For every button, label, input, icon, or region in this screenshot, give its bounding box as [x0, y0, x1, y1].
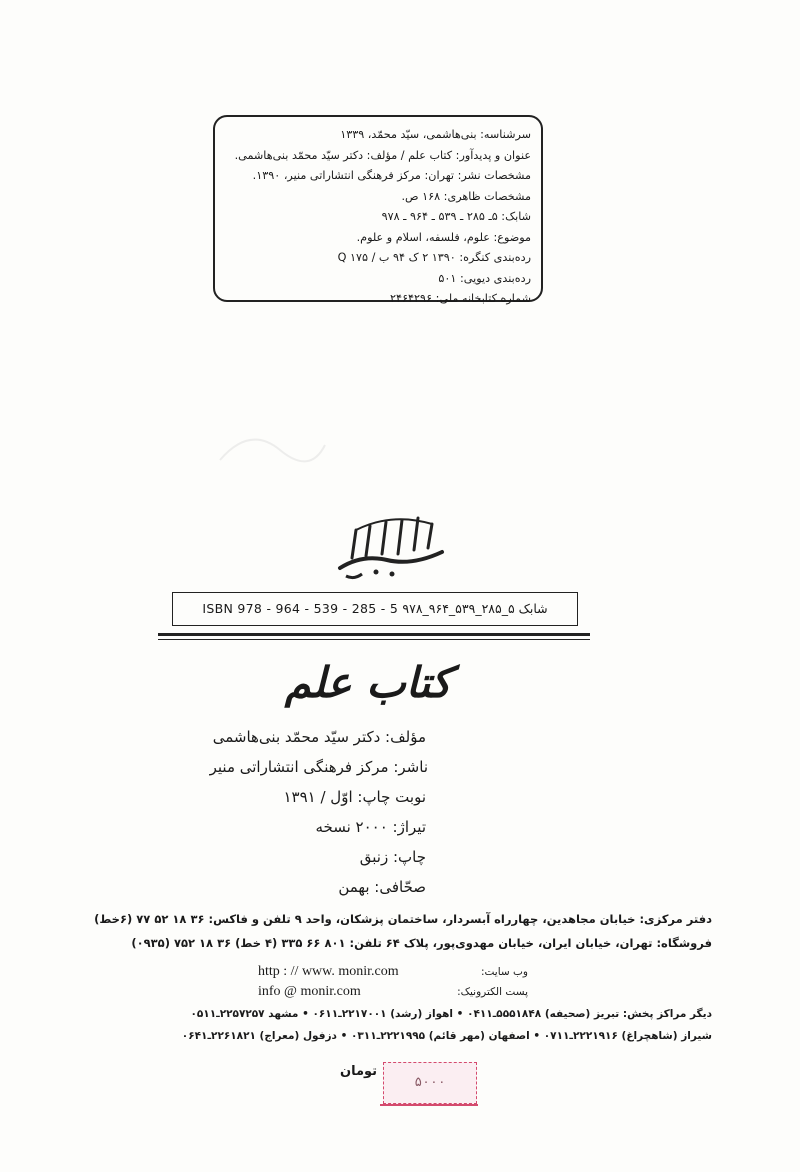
price-currency-label: تومان [340, 1064, 378, 1079]
website-label: وب سایت: [480, 966, 528, 978]
store-address: فروشگاه: تهران، خیابان ایران، خیابان مهدوی‌پور، پلاک ۶۴ تلفن: ۸۰۱ ۶۶ ۳۳۵ (۴ خط) ۳۶ ۱۸ ۷۵۲ (۰۹۳۵) [131, 936, 712, 950]
cip-line: مشخصات ظاهری: ۱۶۸ ص. [401, 189, 531, 203]
divider-thick [158, 633, 590, 636]
website-url[interactable]: http : // www. monir.com [258, 964, 399, 979]
cip-line: عنوان و پدیدآور: کتاب علم / مؤلف: دکتر سیّد محمّد بنی‌هاشمی. [234, 148, 531, 162]
credit-binder: صحّافی: بهمن [338, 878, 426, 896]
divider-thin [158, 639, 590, 640]
cip-line: شماره کتابخانه ملی: ۲۴۶۴۲۹۶ [389, 292, 531, 305]
cataloging-in-publication-box [213, 115, 543, 305]
credit-edition: نوبت چاپ: اوّل / ۱۳۹۱ [283, 788, 426, 806]
price-underline [380, 1104, 478, 1106]
cip-line: موضوع: علوم، فلسفه، اسلام و علوم. [356, 230, 531, 244]
email-address[interactable]: info @ monir.com [258, 984, 361, 999]
isbn-box: ISBN 978 - 964 - 539 - 285 - 5 ۹۷۸_۹۶۴_۵۳۹_۲۸۵_۵ شابک [172, 592, 578, 626]
cip-line: شابک: ۵ـ ۲۸۵ ـ ۵۳۹ ـ ۹۶۴ ـ ۹۷۸ [381, 210, 531, 223]
web-contact [258, 962, 528, 1002]
cip-line: رده‌بندی کنگره: ۱۳۹۰ ۲ ک ۹۴ ب / Q ۱۷۵ [337, 251, 531, 264]
branches-line-2: شیراز (شاهچراغ) ۲۲۲۱۹۱۶ـ۰۷۱۱ • اصفهان (مهر قائم) ۲۲۲۱۹۹۵ـ۰۳۱۱ • دزفول (معراج) ۲۲۶۱۸۲۱ـ۰۶۴۱ [181, 1030, 712, 1042]
publisher-logo [332, 510, 452, 582]
branches-line-1: دیگر مراکز پخش: تبریز (صحیفه) ۵۵۵۱۸۴۸ـ۰۴۱۱ • اهواز (رشد) ۲۲۱۷۰۰۱ـ۰۶۱۱ • مشهد ۲۲۵۷۲۵۷ـ۰۵۱۱ [190, 1008, 712, 1020]
credit-publisher: ناشر: مرکز فرهنگی انتشاراتی منیر [209, 758, 428, 776]
cip-line: رده‌بندی دیویی: ۵۰۱ [438, 271, 531, 285]
email-label: پست الکترونیک: [457, 986, 528, 998]
cip-line: مشخصات نشر: تهران: مرکز فرهنگی انتشاراتی منیر، ۱۳۹۰. [252, 169, 531, 182]
credit-printer: چاپ: زنبق [359, 848, 426, 866]
cip-line: سرشناسه: بنی‌هاشمی، سیّد محمّد، ۱۳۳۹ [340, 128, 531, 141]
faint-watermark [210, 420, 330, 480]
credits-block [210, 722, 426, 902]
central-office-address: دفتر مرکزی: خیابان مجاهدین، چهارراه آبسردار، ساختمان پزشکان، واحد ۹ تلفن و فاکس: ۳۶ ۱۸ ۵۲ ۷۷ (۶خط) [94, 912, 712, 926]
price-stamp: ۵۰۰۰ [383, 1062, 477, 1104]
book-title: کتاب علم [284, 658, 452, 707]
credit-author: مؤلف: دکتر سیّد محمّد بنی‌هاشمی [212, 728, 426, 746]
credit-print-run: تیراژ: ۲۰۰۰ نسخه [315, 818, 426, 836]
